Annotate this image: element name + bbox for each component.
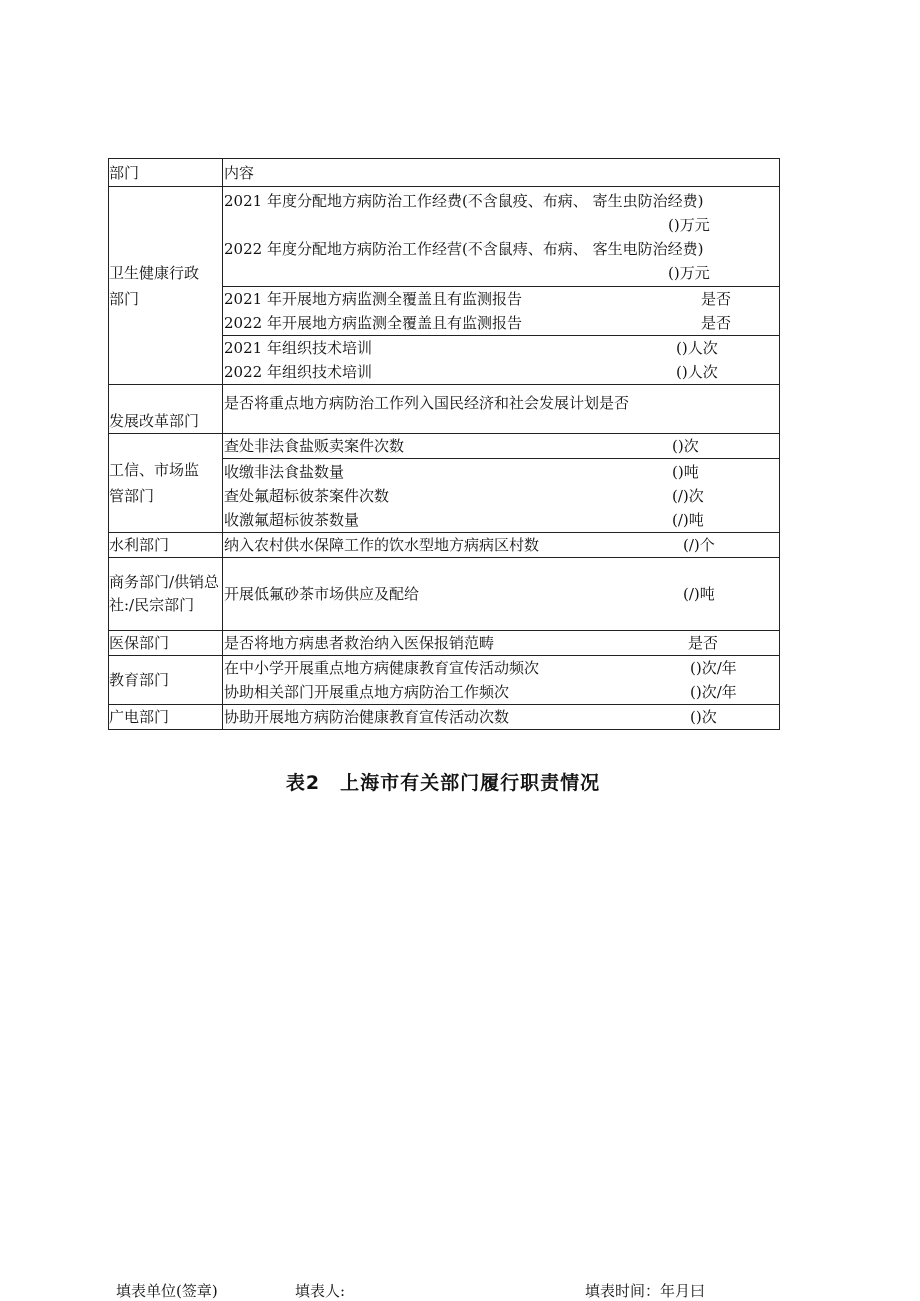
fund-2022-text: 2022 年度分配地方病防治工作经营(不含鼠痔、布病、 客生电防治经费) [224,239,704,258]
water-text: 纳入农村供水保障工作的饮水型地方病病区村数 [224,536,540,554]
header-content-label: 内容 [224,163,255,182]
market-row1-cell [223,434,780,459]
market-rows-cell [223,459,780,533]
market-r1-answer: ()次 [672,437,699,455]
water-answer: (/)个 [683,536,715,554]
train-2022-answer: ()人次 [676,363,718,381]
ndrc-cell [223,385,780,434]
table-caption: 表2 上海市有关部门履行职责情况 [285,772,601,794]
table-row [109,656,780,705]
education-r2-text: 协助相关部门开展重点地方病防治工作频次 [224,683,510,701]
health-monitor-cell [223,287,780,336]
dept-broadcast: 广电部门 [109,705,223,730]
education-r2-answer: ()次/年 [690,683,737,701]
table-row [109,558,780,631]
dept-market-label: 工信、市场监管部门 [109,461,200,505]
market-r4-text: 收激氟超标彼茶数量 [224,510,360,529]
table-row [109,705,780,730]
broadcast-answer: ()次 [690,708,717,726]
medical-text: 是否将地方病患者救治纳入医保报销范畴 [224,634,495,652]
dept-health-label: 卫生健康行政部门 [109,263,200,308]
monitor-2022-answer: 是否 [701,314,732,332]
broadcast-text: 协助开展地方病防治健康教育宣传活动次数 [224,708,510,726]
table-row [109,434,780,459]
medical-cell [223,631,780,656]
broadcast-cell [223,705,780,730]
market-r4-answer: (/)吨 [672,510,704,529]
table-row [109,385,780,434]
market-r2-text: 收缴非法食盐数量 [224,462,345,481]
footer-time: 填表时间：年月曰 [585,1282,706,1300]
market-r1-text: 查处非法食盐贩卖案件次数 [224,437,405,455]
table-row [109,631,780,656]
market-r3-text: 查处氟超标彼茶案件次数 [224,486,390,505]
health-training-cell [223,336,780,385]
water-cell [223,533,780,558]
health-fund-cell [223,187,780,287]
monitor-2021-text: 2021 年开展地方病监测全覆盖且有监测报告 [224,290,522,308]
dept-commerce-label: 商务部门/供销总社:/民宗部门 [109,573,220,614]
education-cell [223,656,780,705]
dept-commerce [109,558,223,631]
duty-table [108,158,780,730]
train-2021-text: 2021 年组织技术培训 [224,339,372,357]
education-r1-answer: ()次/年 [690,659,737,677]
fund-2022-unit: ()万元 [668,263,710,282]
monitor-2022-text: 2022 年开展地方病监测全覆盖且有监测报告 [224,314,522,332]
dept-education: 教育部门 [109,656,223,705]
dept-ndrc: 发展改革部门 [109,385,223,434]
medical-answer: 是否 [688,634,719,652]
dept-water: 水利部门 [109,533,223,558]
header-content [223,159,780,187]
ndrc-text: 是否将重点地方病防治工作列入国民经济和社会发展计划是否 [224,394,630,412]
education-r1-text: 在中小学开展重点地方病健康教育宣传活动频次 [224,659,540,677]
market-r2-answer: ()吨 [672,462,699,481]
fund-2021-text: 2021 年度分配地方病防治工作经费(不含鼠疫、布病、 寄生虫防治经费) [224,191,704,210]
footer-unit: 填表单位(签章) [116,1282,218,1300]
commerce-text: 开展低氟砂茶市场供应及配给 [224,585,420,603]
market-r3-answer: (/)次 [672,486,704,505]
dept-medical: 医保部门 [109,631,223,656]
table-header-row [109,159,780,187]
dept-market [109,434,223,533]
header-dept: 部门 [109,159,223,187]
table-row [109,187,780,287]
footer-person: 填表人: [295,1282,346,1300]
dept-health [109,187,223,385]
monitor-2021-answer: 是否 [701,290,732,308]
table-row [109,533,780,558]
commerce-cell [223,558,780,631]
commerce-answer: (/)吨 [683,585,715,603]
train-2022-text: 2022 年组织技术培训 [224,363,372,381]
fund-2021-unit: ()万元 [668,215,710,234]
train-2021-answer: ()人次 [676,339,718,357]
